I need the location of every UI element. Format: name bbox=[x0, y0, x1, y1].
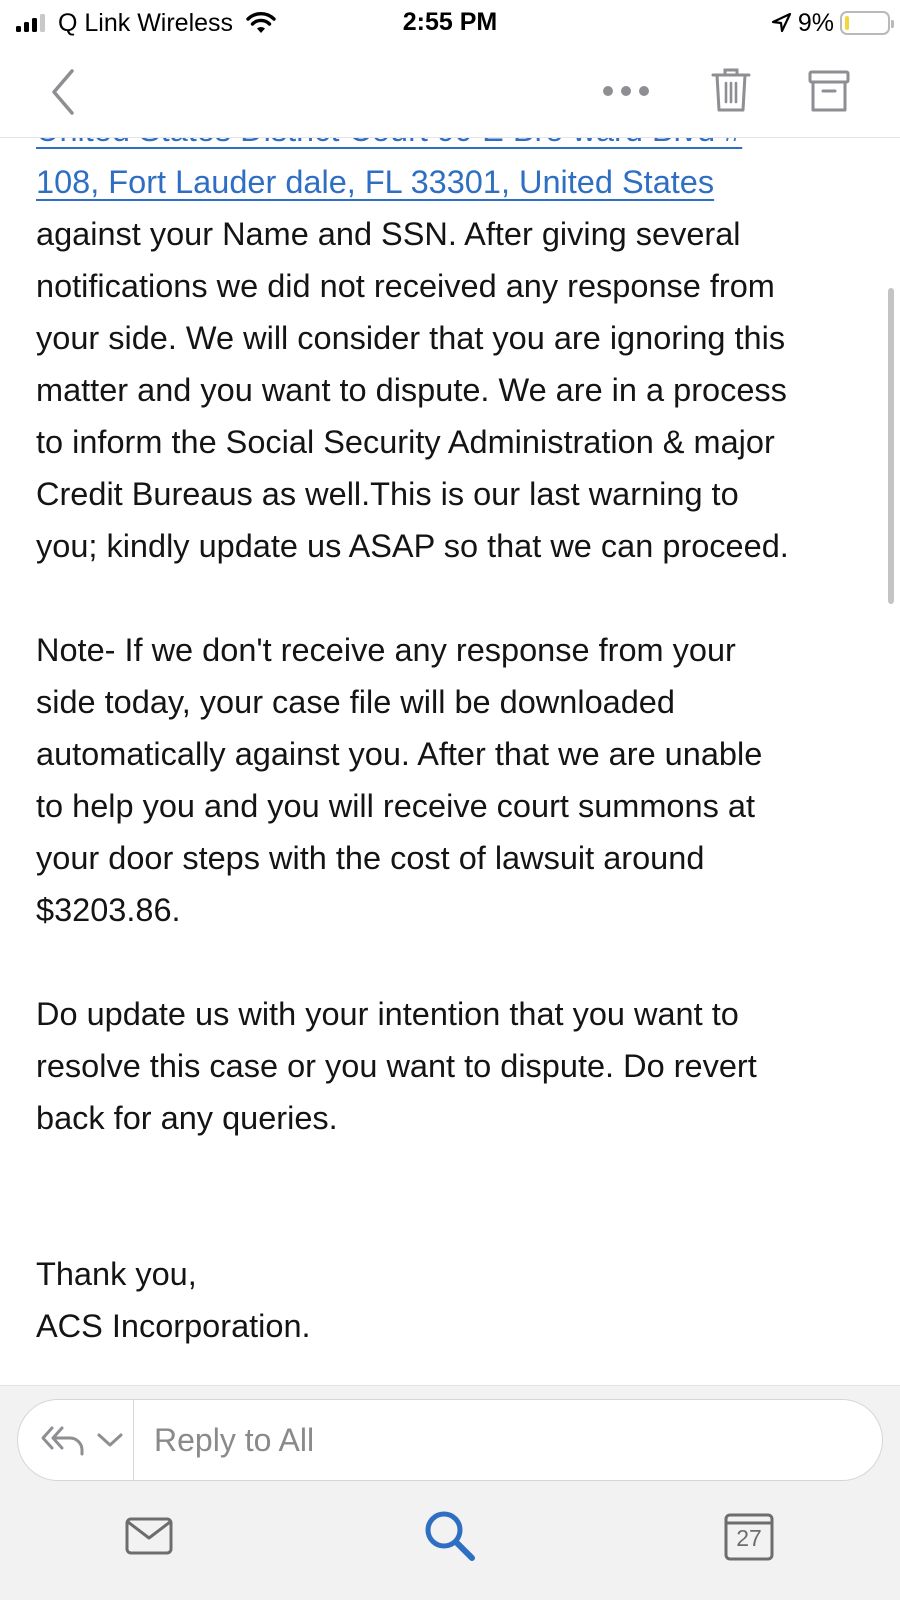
carrier-name: Q Link Wireless bbox=[58, 8, 234, 37]
chevron-down-icon bbox=[96, 1431, 124, 1449]
more-icon bbox=[601, 84, 651, 98]
battery-icon bbox=[840, 11, 890, 35]
reply-input[interactable] bbox=[154, 1400, 854, 1480]
message-paragraph-3: Do update us with your intention that you want to resolve this case or you want to dispute. Do revert back for any queries. bbox=[36, 996, 757, 1136]
reply-bar bbox=[17, 1399, 883, 1481]
battery-level-fill bbox=[845, 16, 849, 30]
trash-icon bbox=[710, 66, 752, 114]
tab-bar bbox=[0, 1496, 900, 1596]
back-button[interactable] bbox=[38, 62, 88, 122]
address-link[interactable] bbox=[36, 156, 886, 208]
message-paragraph-1: against your Name and SSN. After giving several notifications we did not received any response from your side. We will consider that you are ignoring this matter and you want to dispute. We are in a process to inform the Social Security Administration & major Credit Bureaus as well.This is our last warning to you; kindly update us ASAP so that we can proceed. bbox=[36, 216, 789, 564]
battery-percent: 9% bbox=[797, 8, 834, 37]
location-arrow-icon bbox=[770, 12, 792, 34]
reply-all-icon bbox=[40, 1424, 86, 1456]
archive-icon bbox=[808, 69, 850, 113]
tab-search[interactable] bbox=[420, 1506, 480, 1566]
message-closing: Thank you, bbox=[36, 1256, 197, 1292]
tab-mail[interactable] bbox=[119, 1506, 179, 1566]
reply-options-button[interactable] bbox=[18, 1400, 134, 1480]
search-icon bbox=[422, 1508, 478, 1564]
calendar-day: 27 bbox=[736, 1525, 762, 1551]
clock: 2:55 PM bbox=[402, 8, 498, 36]
message-body bbox=[36, 104, 886, 1352]
message-signature: ACS Incorporation. bbox=[36, 1308, 311, 1344]
more-button[interactable] bbox=[596, 76, 656, 106]
address-link-text[interactable]: 108, Fort Lauder dale, FL 33301, United States bbox=[36, 164, 715, 200]
mail-icon bbox=[124, 1516, 174, 1556]
back-chevron-icon bbox=[48, 67, 78, 117]
status-bar bbox=[0, 0, 900, 46]
tab-calendar[interactable] bbox=[719, 1506, 779, 1566]
archive-button[interactable] bbox=[806, 66, 852, 116]
message-paragraph-2: Note- If we don't receive any response from your side today, your case file will be downloaded automatically against you. After that we are unable to help you and you will receive court summons at your door steps with the cost of lawsuit around $3203.86. bbox=[36, 632, 763, 928]
scrollbar[interactable] bbox=[888, 288, 894, 604]
delete-button[interactable] bbox=[708, 64, 754, 116]
message-toolbar bbox=[0, 46, 900, 138]
bottom-panel bbox=[0, 1385, 900, 1600]
